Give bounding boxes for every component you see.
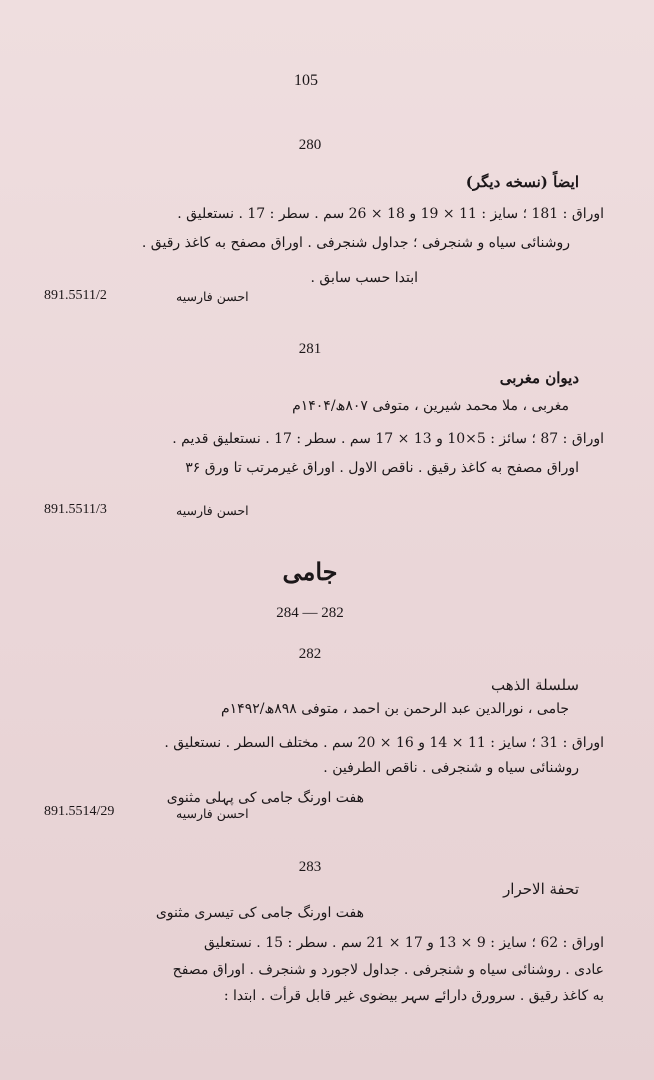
section-heading: جامی xyxy=(282,557,338,586)
entry-line: ابتدا حسب سابق . xyxy=(310,270,418,286)
entry-line: به کاغذ رقیق . سرورق دارائے سہر بیضوی غیر قابل قرأت . ابتدا : xyxy=(223,988,604,1004)
entry-line: جامی ، نورالدین عبد الرحمن بن احمد ، متوفی ۸۹۸ھ/۱۴۹۲م xyxy=(220,701,569,717)
entry-line: مغربی ، ملا محمد شیرین ، متوفی ۸۰۷ھ/۱۴۰۴م xyxy=(292,398,569,414)
call-number: 891.5511/3 xyxy=(44,502,107,517)
entry-line: هفت اورنگ جامی کی تیسری مثنوی xyxy=(155,905,364,921)
entry-title-282: سلسلة الذهب xyxy=(491,676,579,694)
entry-line: اوراق : 31 ؛ سایز : 11 × 14 و 16 × 20 سم . مختلف السطر . نستعلیق . xyxy=(164,735,604,751)
entry-number-283: 283 xyxy=(298,859,322,875)
entry-title-283: تحفة الاحرار xyxy=(503,880,579,898)
entry-line: عادی . روشنائی سیاه و شنجرفی . جداول لاجورد و شنجرف . اوراق مصفح xyxy=(172,962,604,978)
entry-line: اوراق مصفح به کاغذ رقیق . ناقص الاول . اوراق غیرمرتب تا ورق ۳۶ xyxy=(185,460,579,476)
call-number: 891.5511/2 xyxy=(44,288,107,303)
collection-label: احسن فارسیه xyxy=(176,503,249,518)
entry-line: اوراق : 62 ؛ سایز : 9 × 13 و 17 × 21 سم . سطر : 15 . نستعلیق xyxy=(203,935,604,951)
entry-number-280: 280 xyxy=(298,137,322,153)
entry-line: اوراق : 87 ؛ سائز : 5×10 و 13 × 17 سم . سطر : 17 . نستعلیق قدیم . xyxy=(172,431,604,447)
entry-line: روشنائی سیاه و شنجرفی ؛ جداول شنجرفی . اوراق مصفح به کاغذ رقیق . xyxy=(141,235,570,251)
entry-number-281: 281 xyxy=(298,341,322,357)
entry-number-282: 282 xyxy=(298,646,322,662)
entry-line: روشنائی سیاه و شنجرفی . ناقص الطرفین . xyxy=(323,760,579,776)
entry-title-281: دیوان مغربی xyxy=(499,369,579,387)
page-number: 105 xyxy=(294,72,318,89)
collection-label: احسن فارسیه xyxy=(176,289,249,304)
entry-line: هفت اورنگ جامی کی پہلی مثنوی xyxy=(166,790,364,806)
entry-title-280: ایضاً (نسخه دیگر) xyxy=(465,173,579,191)
entry-line: اوراق : 181 ؛ سایز : 11 × 19 و 18 × 26 سم . سطر : 17 . نستعلیق . xyxy=(177,206,604,222)
collection-label: احسن فارسیه xyxy=(176,806,249,821)
call-number: 891.5514/29 xyxy=(44,804,115,819)
section-range: 284 — 282 xyxy=(276,605,344,621)
